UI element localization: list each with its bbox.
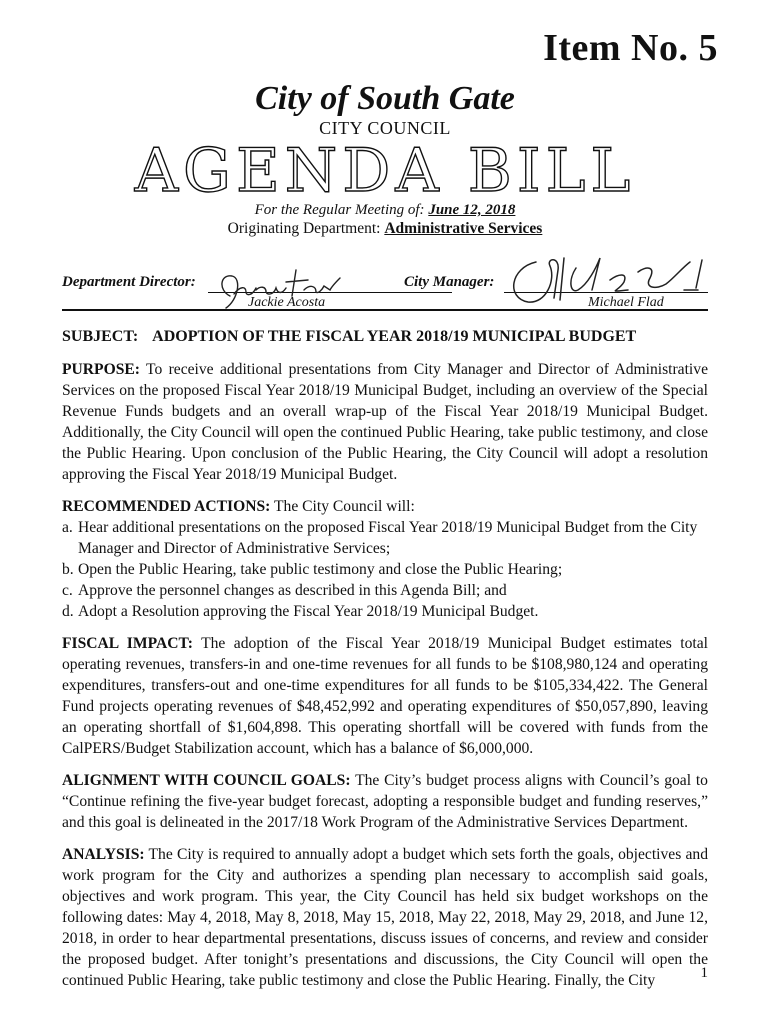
purpose-label: PURPOSE: (62, 361, 140, 378)
city-name: City of South Gate (255, 80, 515, 117)
recommended-heading (62, 496, 708, 517)
manager-name: Michael Flad (588, 295, 664, 310)
meeting-date: June 12, 2018 (428, 202, 516, 218)
recommended-actions (62, 496, 708, 622)
list-item (62, 559, 708, 580)
purpose-paragraph (62, 359, 708, 485)
alignment-text: The City’s budget process aligns with Council’s goal to “Continue refining the five-year budget forecast, adopting a responsible budget and funding reserves,” and this goal is delineated in the 2017/18 Work Program of the Administrative Services Department. (62, 772, 708, 831)
purpose-text: To receive additional presentations from City Manager and Director of Administrative Services on the proposed Fiscal Year 2018/19 Municipal Budget, including an overview of the Special Revenue Funds budgets and an overall wrap-up of the Fiscal Year 2018/19 Municipal Budget. Additionally, the City Council will open the continued Public Hearing, take public testimony, and close the Public Hearing. Upon conclusion of the Public Hearing, the City Council will adopt a resolution approving the Fiscal Year 2018/19 Municipal Budget. (62, 361, 708, 483)
list-item-letter: b. (62, 561, 74, 578)
page-number: 1 (700, 965, 708, 981)
originating-label: Originating Department: (227, 220, 381, 237)
fiscal-impact-label: FISCAL IMPACT: (62, 635, 193, 652)
analysis-paragraph (62, 844, 708, 991)
recommended-intro: The City Council will: (274, 498, 415, 515)
list-item-text: Open the Public Hearing, take public testimony and close the Public Hearing; (78, 561, 563, 578)
list-item (62, 517, 708, 559)
list-item-letter: d. (62, 603, 74, 620)
recommended-label: RECOMMENDED ACTIONS: (62, 498, 271, 515)
fiscal-impact-text: The adoption of the Fiscal Year 2018/19 Municipal Budget estimates total operating revenues, transfers-in and one-time revenues for all funds to be $108,980,124 and operating expenditures, transfers-out and one-time expenditures for all funds to be $105,334,422. The General Fund projects operating revenues of $48,452,992 and operating expenditures of $50,057,890, leaving an operating shortfall of $1,604,898. This operating shortfall will be covered with funds from the CalPERS/Budget Stabilization account, which has a balance of $6,000,000. (62, 635, 708, 757)
list-item-letter: c. (62, 582, 73, 599)
subject-line (62, 326, 708, 347)
originating-department: Administrative Services (384, 220, 543, 237)
council-heading: CITY COUNCIL (319, 118, 451, 138)
subject-label: SUBJECT: (62, 328, 139, 345)
fiscal-impact-paragraph (62, 633, 708, 759)
subject-text: ADOPTION OF THE FISCAL YEAR 2018/19 MUNICIPAL BUDGET (152, 328, 637, 345)
list-item (62, 601, 708, 622)
meeting-prefix: For the Regular Meeting of: (254, 202, 425, 218)
director-label: Department Director: (62, 274, 196, 290)
director-name: Jackie Acosta (248, 295, 326, 310)
list-item-text: Approve the personnel changes as described in this Agenda Bill; and (78, 582, 507, 599)
body-content (62, 326, 708, 1002)
list-item-text: Hear additional presentations on the proposed Fiscal Year 2018/19 Municipal Budget from the City Manager and Director of Administrative Services; (78, 519, 698, 557)
analysis-label: ANALYSIS: (62, 846, 145, 863)
manager-label: City Manager: (404, 274, 495, 290)
analysis-text: The City is required to annually adopt a budget which sets forth the goals, objectives and work program for the City and authorizes a spending plan necessary to accomplish said goals, objectives and work program. This year, the City Council has held six budget workshops on the following dates: May 4, 2018, May 8, 2018, May 15, 2018, May 22, 2018, May 29, 2018, and June 12, 2018, in order to hear departmental presentations, discuss issues of concerns, and review and consider the proposed budget. After tonight’s presentations and discussions, the City Council will open the continued Public Hearing, take public testimony and close the Public Hearing. Finally, the City (62, 846, 708, 989)
document-type-title: AGENDA BILL (134, 136, 636, 206)
meeting-line (0, 202, 770, 219)
header-divider (62, 309, 708, 311)
item-number: Item No. 5 (543, 27, 718, 69)
list-item-letter: a. (62, 519, 73, 536)
signature-block (62, 258, 708, 314)
alignment-label: ALIGNMENT WITH COUNCIL GOALS: (62, 772, 351, 789)
alignment-paragraph (62, 770, 708, 833)
list-item (62, 580, 708, 601)
originating-line (0, 220, 770, 238)
list-item-text: Adopt a Resolution approving the Fiscal Year 2018/19 Municipal Budget. (78, 603, 539, 620)
